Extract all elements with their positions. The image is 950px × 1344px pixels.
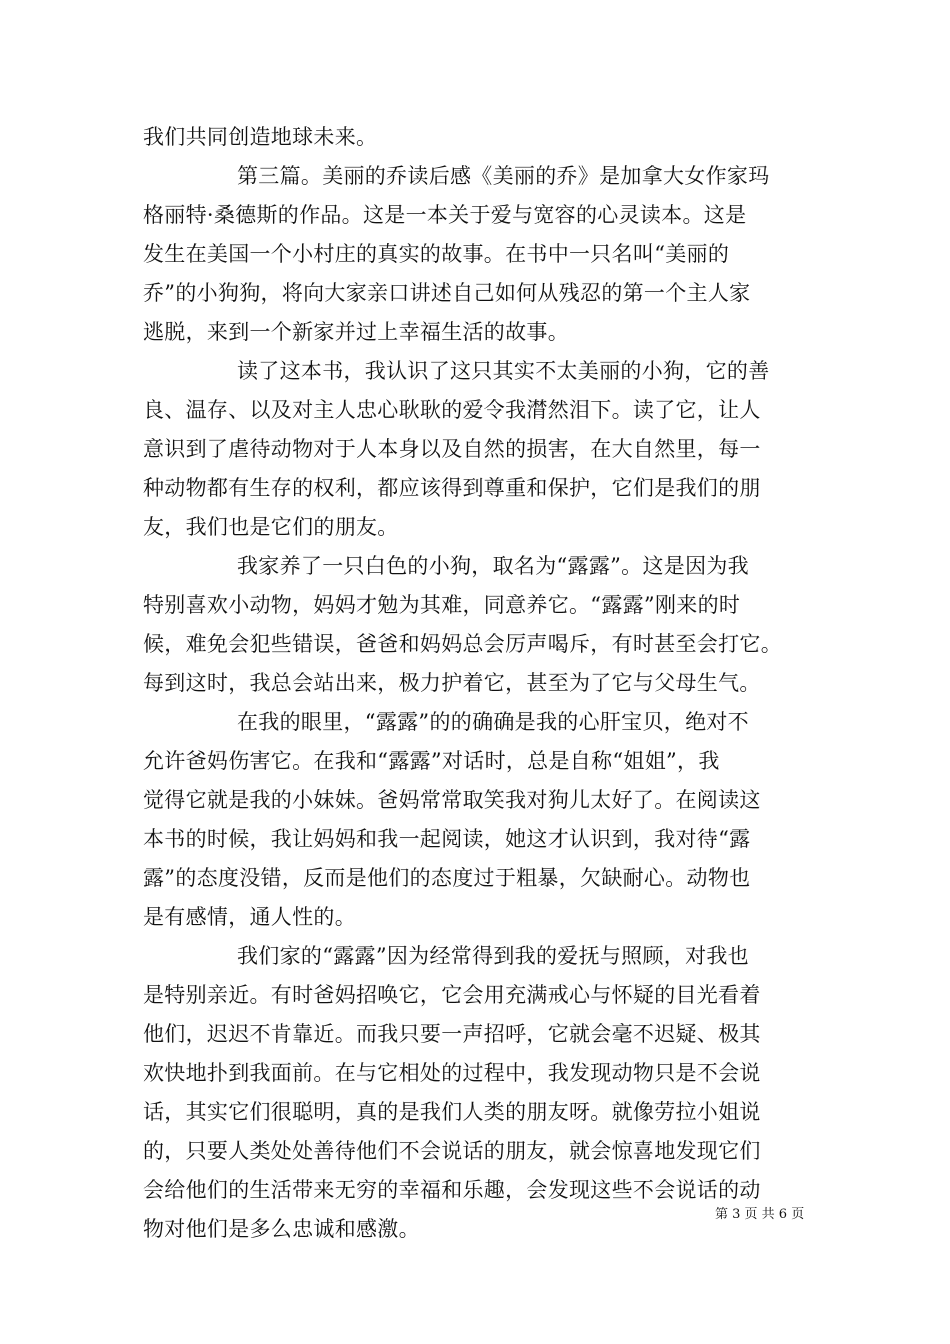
text-line: 良、温存、以及对主人忠心耿耿的爱令我潸然泪下。读了它，让人 bbox=[143, 398, 761, 422]
paragraph-start-line: 在我的眼里，“露露”的的确确是我的心肝宝贝，绝对不 bbox=[237, 710, 749, 734]
paragraph-start-line: 第三篇。美丽的乔读后感《美丽的乔》是加拿大女作家玛 bbox=[237, 164, 770, 188]
text-line: 候，难免会犯些错误，爸爸和妈妈总会厉声喝斥，有时甚至会打它。 bbox=[143, 632, 782, 656]
text-line: 意识到了虐待动物对于人本身以及自然的损害，在大自然里，每一 bbox=[143, 437, 761, 461]
text-line: 是有感情，通人性的。 bbox=[143, 905, 356, 929]
text-line: 特别喜欢小动物，妈妈才勉为其难，同意养它。“露露”刚来的时 bbox=[143, 593, 741, 617]
text-line: 允许爸妈伤害它。在我和“露露”对话时，总是自称“姐姐”，我 bbox=[143, 749, 720, 773]
text-line: 友，我们也是它们的朋友。 bbox=[143, 515, 399, 539]
text-line: 格丽特·桑德斯的作品。这是一本关于爱与宽容的心灵读本。这是 bbox=[143, 203, 747, 227]
paragraph-start-line: 读了这本书，我认识了这只其实不太美丽的小狗，它的善 bbox=[237, 359, 770, 383]
text-line: 他们，迟迟不肯靠近。而我只要一声招呼，它就会毫不迟疑、极其 bbox=[143, 1022, 761, 1046]
text-line: 逃脱，来到一个新家并过上幸福生活的故事。 bbox=[143, 320, 569, 344]
paragraph-start-line: 我家养了一只白色的小狗，取名为“露露”。这是因为我 bbox=[237, 554, 749, 578]
page-number-footer: 第 3 页 共 6 页 bbox=[715, 1207, 805, 1222]
text-line: 乔”的小狗狗，将向大家亲口讲述自己如何从残忍的第一个主人家 bbox=[143, 281, 751, 305]
text-line: 欢快地扑到我面前。在与它相处的过程中，我发现动物只是不会说 bbox=[143, 1061, 761, 1085]
text-line: 的，只要人类处处善待他们不会说话的朋友，就会惊喜地发现它们 bbox=[143, 1139, 761, 1163]
text-line: 发生在美国一个小村庄的真实的故事。在书中一只名叫“美丽的 bbox=[143, 242, 730, 266]
text-line: 会给他们的生活带来无穷的幸福和乐趣，会发现这些不会说话的动 bbox=[143, 1178, 761, 1202]
document-body bbox=[143, 118, 811, 1249]
text-line: 物对他们是多么忠诚和感激。 bbox=[143, 1217, 420, 1241]
text-line: 种动物都有生存的权利，都应该得到尊重和保护，它们是我们的朋 bbox=[143, 476, 761, 500]
paragraph-start-line: 我们家的“露露”因为经常得到我的爱抚与照顾，对我也 bbox=[237, 944, 749, 968]
text-line: 我们共同创造地球未来。 bbox=[143, 125, 378, 149]
text-line: 话，其实它们很聪明，真的是我们人类的朋友呀。就像劳拉小姐说 bbox=[143, 1100, 761, 1124]
text-line: 觉得它就是我的小妹妹。爸妈常常取笑我对狗儿太好了。在阅读这 bbox=[143, 788, 761, 812]
text-line: 露”的态度没错，反而是他们的态度过于粗暴，欠缺耐心。动物也 bbox=[143, 866, 751, 890]
text-line: 是特别亲近。有时爸妈招唤它，它会用充满戒心与怀疑的目光看着 bbox=[143, 983, 761, 1007]
text-line: 每到这时，我总会站出来，极力护着它，甚至为了它与父母生气。 bbox=[143, 671, 761, 695]
text-line: 本书的时候，我让妈妈和我一起阅读，她这才认识到，我对待“露 bbox=[143, 827, 751, 851]
